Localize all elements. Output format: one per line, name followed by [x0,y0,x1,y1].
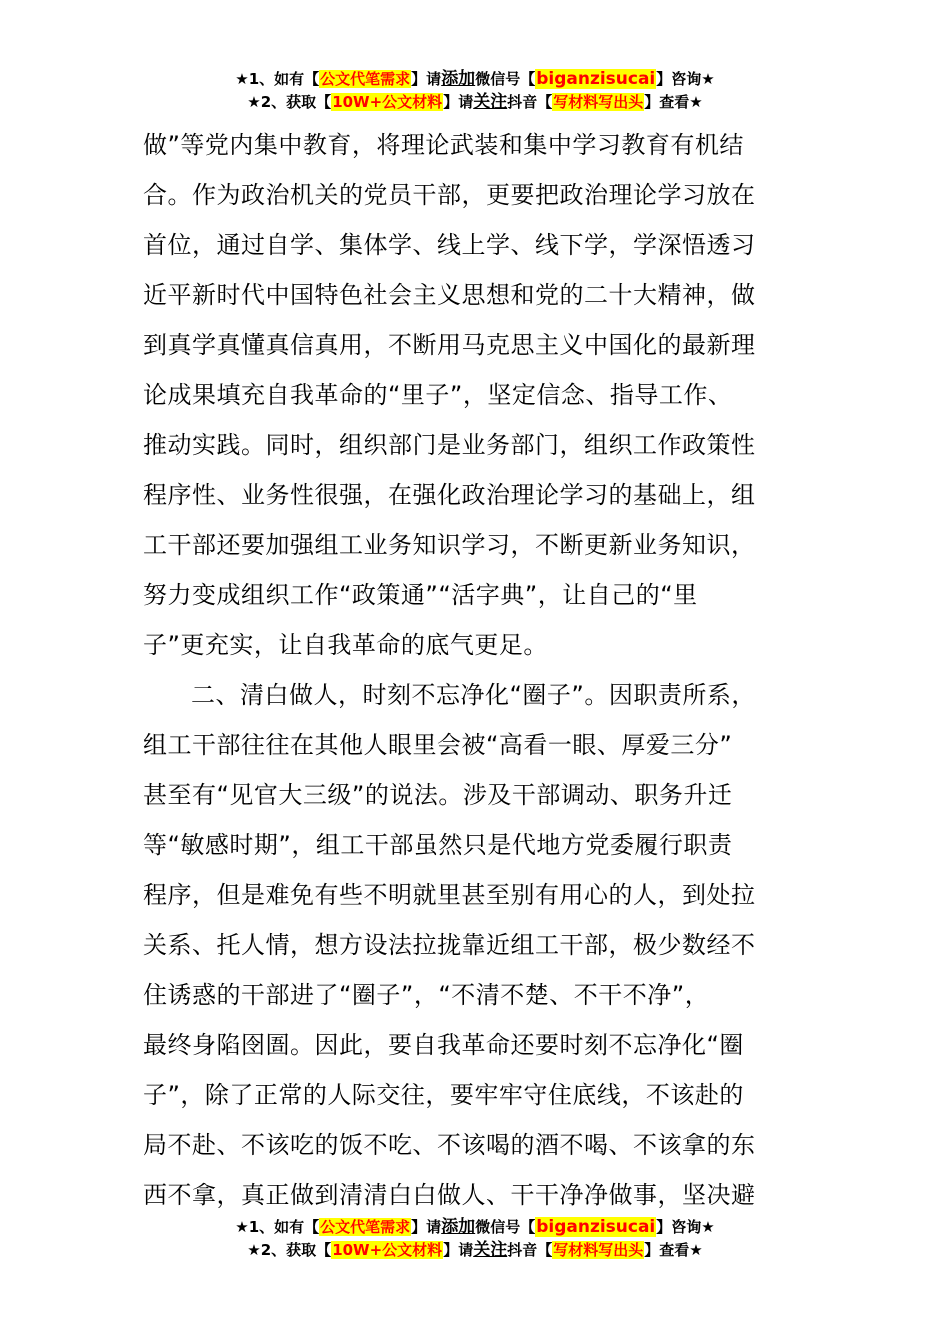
text-line: 组工干部往往在其他人眼里会被“高看一眼、厚爱三分” [143,731,733,759]
text-line: 西不拿，真正做到清清白白做人、干干净净做事，坚决避 [143,1181,756,1209]
banner-emphasis: 关注 [473,92,508,112]
banner-text: ★2、获取【 [247,1241,332,1259]
banner-text: 】查看★ [644,1241,703,1259]
highlight-wechat-id: biganzisucai [536,69,656,89]
banner-text: 抖音【 [507,93,553,111]
text-line: 努力变成组织工作“政策通”“活字典”，让自己的“里 [143,581,698,609]
highlight-materials: 10W+公文材料 [332,1241,443,1259]
highlight-service: 公文代笔需求 [320,70,411,88]
banner-text: 】咨询★ [656,70,715,88]
text-line: 子”更充实，让自我革命的底气更足。 [143,631,548,659]
text-line: 甚至有“见官大三级”的说法。涉及干部调动、职务升迁 [143,781,733,809]
text-line: 程序，但是难免有些不明就里甚至别有用心的人，到处拉 [143,881,756,909]
highlight-materials: 10W+公文材料 [332,93,443,111]
text-line: 推动实践。同时，组织部门是业务部门，组织工作政策性 [143,431,756,459]
text-line: 住诱惑的干部进了“圈子”，“不清不楚、不干不净”， [143,981,710,1009]
text-line: 程序性、业务性很强，在强化政治理论学习的基础上，组 [143,481,756,509]
banner-text: 】请 [443,1241,474,1259]
text-line: 等“敏感时期”，组工干部虽然只是代地方党委履行职责 [143,831,733,859]
banner-text: ★2、获取【 [247,93,332,111]
text-line: 关系、托人情，想方设法拉拢靠近组工干部，极少数经不 [143,931,756,959]
banner-text: 微信号【 [475,70,536,88]
highlight-douyin: 写材料写出头 [553,93,644,111]
banner-line-1 [0,1216,950,1239]
banner-text: ★1、如有【 [235,70,320,88]
banner-text: 抖音【 [507,1241,553,1259]
document-body [143,120,823,1220]
highlight-wechat-id: biganzisucai [536,1217,656,1237]
banner-text: 】请 [411,70,442,88]
text-line: 局不赴、不该吃的饭不吃、不该喝的酒不喝、不该拿的东 [143,1131,756,1159]
text-line: 做”等党内集中教育，将理论武装和集中学习教育有机结 [143,131,744,159]
text-line: 论成果填充自我革命的“里子”，坚定信念、指导工作、 [143,381,733,409]
banner-text: 】请 [443,93,474,111]
banner-text: 】请 [411,1218,442,1236]
banner-text: 】查看★ [644,93,703,111]
highlight-douyin: 写材料写出头 [553,1241,644,1259]
header-banner [0,68,950,114]
banner-emphasis: 添加 [441,1217,476,1237]
highlight-service: 公文代笔需求 [320,1218,411,1236]
text-line: 近平新时代中国特色社会主义思想和党的二十大精神，做 [143,281,756,309]
text-line: 首位，通过自学、集体学、线上学、线下学，学深悟透习 [143,231,756,259]
banner-line-1 [0,68,950,91]
banner-text: ★1、如有【 [235,1218,320,1236]
banner-line-2 [0,1239,950,1262]
banner-emphasis: 添加 [441,69,476,89]
text-line: 到真学真懂真信真用，不断用马克思主义中国化的最新理 [143,331,756,359]
section-heading-line: 二、清白做人，时刻不忘净化“圈子”。因职责所系， [191,681,756,709]
footer-banner [0,1216,950,1262]
banner-emphasis: 关注 [473,1240,508,1260]
text-line: 合。作为政治机关的党员干部，更要把政治理论学习放在 [143,181,756,209]
text-line: 最终身陷囹圄。因此，要自我革命还要时刻不忘净化“圈 [143,1031,744,1059]
text-line: 子”，除了正常的人际交往，要牢牢守住底线，不该赴的 [143,1081,744,1109]
banner-text: 】咨询★ [656,1218,715,1236]
text-line: 工干部还要加强组工业务知识学习，不断更新业务知识， [143,531,756,559]
banner-text: 微信号【 [475,1218,536,1236]
banner-line-2 [0,91,950,114]
